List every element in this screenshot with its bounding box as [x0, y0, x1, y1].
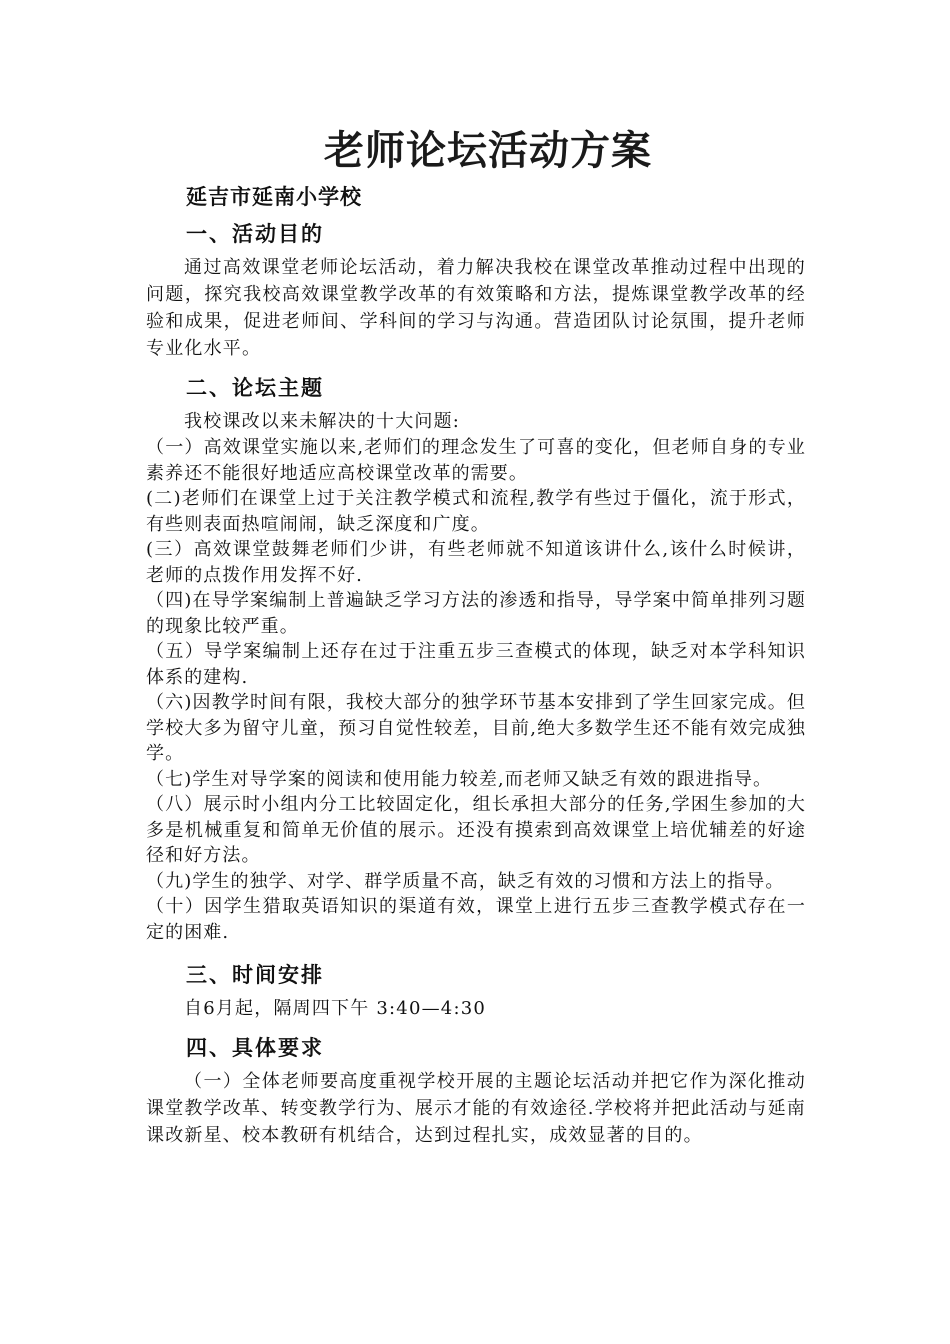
section-requirements	[146, 1028, 806, 1149]
problem-item: （六)因教学时间有限，我校大部分的独学环节基本安排到了学生回家完成。但学校大多为留守儿童，预习自觉性较差，目前,绝大多数学生还不能有效完成独学。	[146, 692, 806, 764]
problem-item: （四)在导学案编制上普遍缺乏学习方法的渗透和指导，导学案中简单排列习题的现象比较严重。	[146, 590, 806, 637]
problem-item: (三）高效课堂鼓舞老师们少讲，有些老师就不知道该讲什么,该什么时候讲，老师的点拨作用发挥不好.	[146, 539, 806, 586]
section-heading: 三、时间安排	[186, 963, 324, 987]
problem-item: （九)学生的独学、对学、群学质量不高，缺乏有效的习惯和方法上的指导。	[146, 870, 785, 892]
section-schedule	[146, 955, 806, 1022]
problem-item: （五）导学案编制上还存在过于注重五步三查模式的体现，缺乏对本学科知识体系的建构.	[146, 641, 806, 688]
section-heading: 二、论坛主题	[186, 376, 324, 400]
document-title: 老师论坛活动方案	[324, 128, 652, 174]
section-paragraph: （一）全体老师要高度重视学校开展的主题论坛活动并把它作为深化推动课堂教学改革、转变教学行为、展示才能的有效途径.学校将并把此活动与延南课改新星、校本教研有机结合，达到过程扎实，成效显著的目的。	[146, 1071, 806, 1146]
section-heading: 一、活动目的	[186, 222, 324, 246]
theme-intro: 我校课改以来未解决的十大问题:	[184, 411, 461, 432]
problem-item: （十）因学生猎取英语知识的渠道有效，课堂上进行五步三查教学模式存在一定的困难.	[146, 896, 806, 943]
section-theme	[146, 368, 806, 945]
section-heading: 四、具体要求	[186, 1036, 324, 1060]
problem-item: （八）展示时小组内分工比较固定化，组长承担大部分的任务,学困生参加的大多是机械重复和简单无价值的展示。还没有摸索到高效课堂上培优辅差的好途径和好方法。	[146, 794, 806, 866]
schedule-text: 自6月起，隔周四下午 3:40—4:30	[184, 998, 487, 1019]
section-paragraph: 通过高效课堂老师论坛活动，着力解决我校在课堂改革推动过程中出现的问题，探究我校高效课堂教学改革的有效策略和方法，提炼课堂教学改革的经验和成果，促进老师间、学科间的学习与沟通。营造团队讨论氛围，提升老师专业化水平。	[146, 257, 806, 359]
document-page	[146, 122, 806, 1149]
problem-item: （一）高效课堂实施以来,老师们的理念发生了可喜的变化，但老师自身的专业素养还不能很好地适应高校课堂改革的需要。	[146, 437, 806, 484]
school-name: 延吉市延南小学校	[186, 185, 362, 209]
problem-item: (二)老师们在课堂上过于关注教学模式和流程,教学有些过于僵化，流于形式，有些则表面热喧闹闹，缺乏深度和广度。	[146, 488, 806, 535]
problem-item: （七)学生对导学案的阅读和使用能力较差,而老师又缺乏有效的跟进指导。	[146, 768, 773, 790]
section-purpose	[146, 214, 806, 362]
